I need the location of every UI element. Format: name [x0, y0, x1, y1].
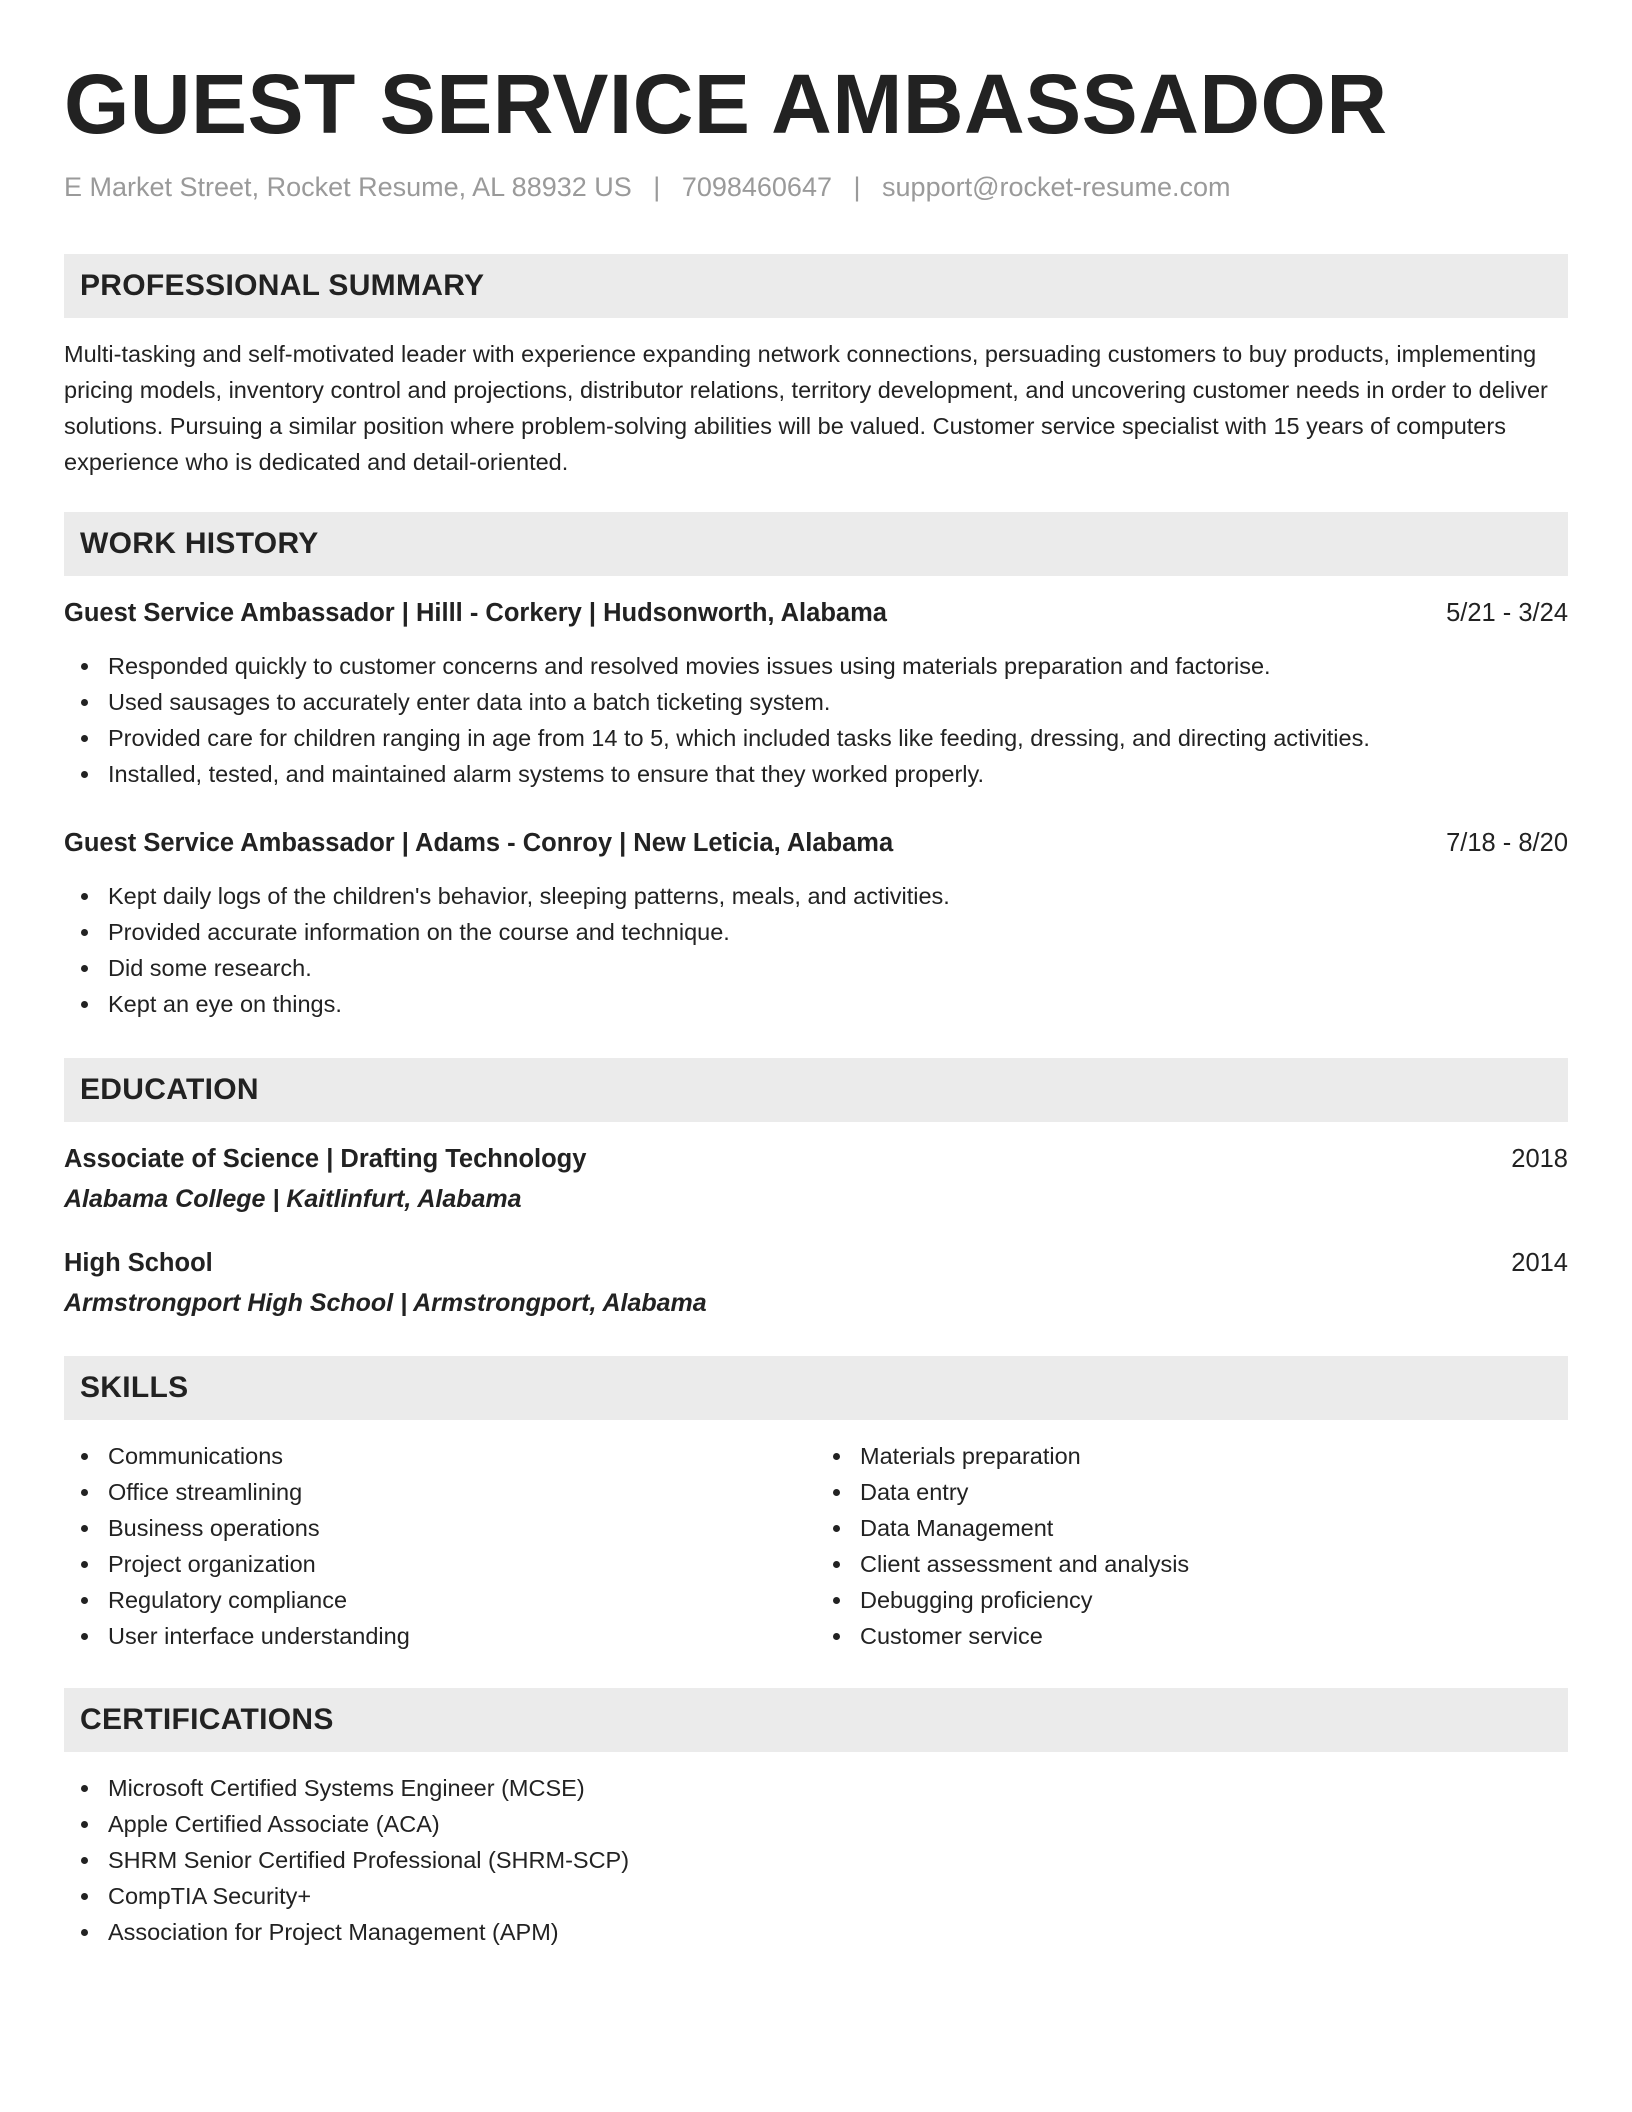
job-bullet: Provided care for children ranging in age from 14 to 5, which included tasks like feeding, dressing, and directing activities.	[108, 720, 1568, 756]
job-entry	[64, 826, 1568, 1022]
education-entry	[64, 1142, 1568, 1216]
job-dates: 7/18 - 8/20	[1446, 829, 1568, 857]
skill-item: Customer service	[860, 1618, 1568, 1654]
education-year: 2014	[1511, 1249, 1568, 1277]
section-heading-education: EDUCATION	[64, 1058, 1568, 1122]
certifications-list	[64, 1770, 1568, 1950]
contact-phone: 7098460647	[681, 172, 832, 202]
job-bullet: Installed, tested, and maintained alarm systems to ensure that they worked properly.	[108, 756, 1568, 792]
skill-item: Business operations	[108, 1510, 816, 1546]
education-entry	[64, 1246, 1568, 1320]
job-entry	[64, 596, 1568, 792]
job-bullet: Used sausages to accurately enter data into a batch ticketing system.	[108, 684, 1568, 720]
skill-item: Data Management	[860, 1510, 1568, 1546]
skill-item: Materials preparation	[860, 1438, 1568, 1474]
certification-item: CompTIA Security+	[108, 1878, 1568, 1914]
job-bullet: Kept an eye on things.	[108, 986, 1568, 1022]
skill-item: Data entry	[860, 1474, 1568, 1510]
skill-item: Communications	[108, 1438, 816, 1474]
job-header	[64, 826, 1568, 860]
contact-separator: |	[653, 172, 661, 202]
job-title: Guest Service Ambassador | Hilll - Corkery | Hudsonworth, Alabama	[64, 599, 887, 627]
education-degree: High School	[64, 1249, 213, 1277]
job-bullet: Responded quickly to customer concerns and resolved movies issues using materials preparation and factorise.	[108, 648, 1568, 684]
job-bullet: Kept daily logs of the children's behavior, sleeping patterns, meals, and activities.	[108, 878, 1568, 914]
skills-list-right	[816, 1438, 1568, 1654]
skill-item: Office streamlining	[108, 1474, 816, 1510]
education-school: Armstrongport High School | Armstrongport, Alabama	[64, 1289, 707, 1317]
section-heading-work-history: WORK HISTORY	[64, 512, 1568, 576]
certification-item: SHRM Senior Certified Professional (SHRM-SCP)	[108, 1842, 1568, 1878]
education-header	[64, 1142, 1568, 1176]
certification-item: Apple Certified Associate (ACA)	[108, 1806, 1568, 1842]
job-bullet-list	[64, 648, 1568, 792]
skill-item: Regulatory compliance	[108, 1582, 816, 1618]
job-dates: 5/21 - 3/24	[1446, 599, 1568, 627]
contact-email: support@rocket-resume.com	[882, 172, 1231, 202]
contact-line	[64, 170, 1568, 204]
skill-item: User interface understanding	[108, 1618, 816, 1654]
certification-item: Microsoft Certified Systems Engineer (MCSE)	[108, 1770, 1568, 1806]
skill-item: Debugging proficiency	[860, 1582, 1568, 1618]
job-header	[64, 596, 1568, 630]
education-degree: Associate of Science | Drafting Technology	[64, 1145, 587, 1173]
education-school: Alabama College | Kaitlinfurt, Alabama	[64, 1185, 522, 1213]
job-title: Guest Service Ambassador | Adams - Conroy | New Leticia, Alabama	[64, 829, 894, 857]
section-heading-certifications: CERTIFICATIONS	[64, 1688, 1568, 1752]
skills-list-left	[64, 1438, 816, 1654]
education-header	[64, 1246, 1568, 1280]
section-heading-summary: PROFESSIONAL SUMMARY	[64, 254, 1568, 318]
education-year: 2018	[1511, 1145, 1568, 1173]
skill-item: Client assessment and analysis	[860, 1546, 1568, 1582]
job-bullet-list	[64, 878, 1568, 1022]
job-bullet: Did some research.	[108, 950, 1568, 986]
job-bullet: Provided accurate information on the course and technique.	[108, 914, 1568, 950]
summary-text: Multi-tasking and self-motivated leader with experience expanding network connections, persuading customers to buy products, implementing pricing models, inventory control and projections, distributor relations, territory development, and uncovering customer needs in order to deliver solutions. Pursuing a similar position where problem-solving abilities will be valued. Customer service specialist with 15 years of computers experience who is dedicated and detail-oriented.	[64, 341, 1548, 475]
certification-item: Association for Project Management (APM)	[108, 1914, 1568, 1950]
skills-columns	[64, 1420, 1568, 1654]
section-heading-skills: SKILLS	[64, 1356, 1568, 1420]
contact-separator: |	[853, 172, 861, 202]
skill-item: Project organization	[108, 1546, 816, 1582]
contact-address: E Market Street, Rocket Resume, AL 88932 US	[64, 172, 632, 202]
candidate-name: GUEST SERVICE AMBASSADOR	[64, 57, 1388, 151]
